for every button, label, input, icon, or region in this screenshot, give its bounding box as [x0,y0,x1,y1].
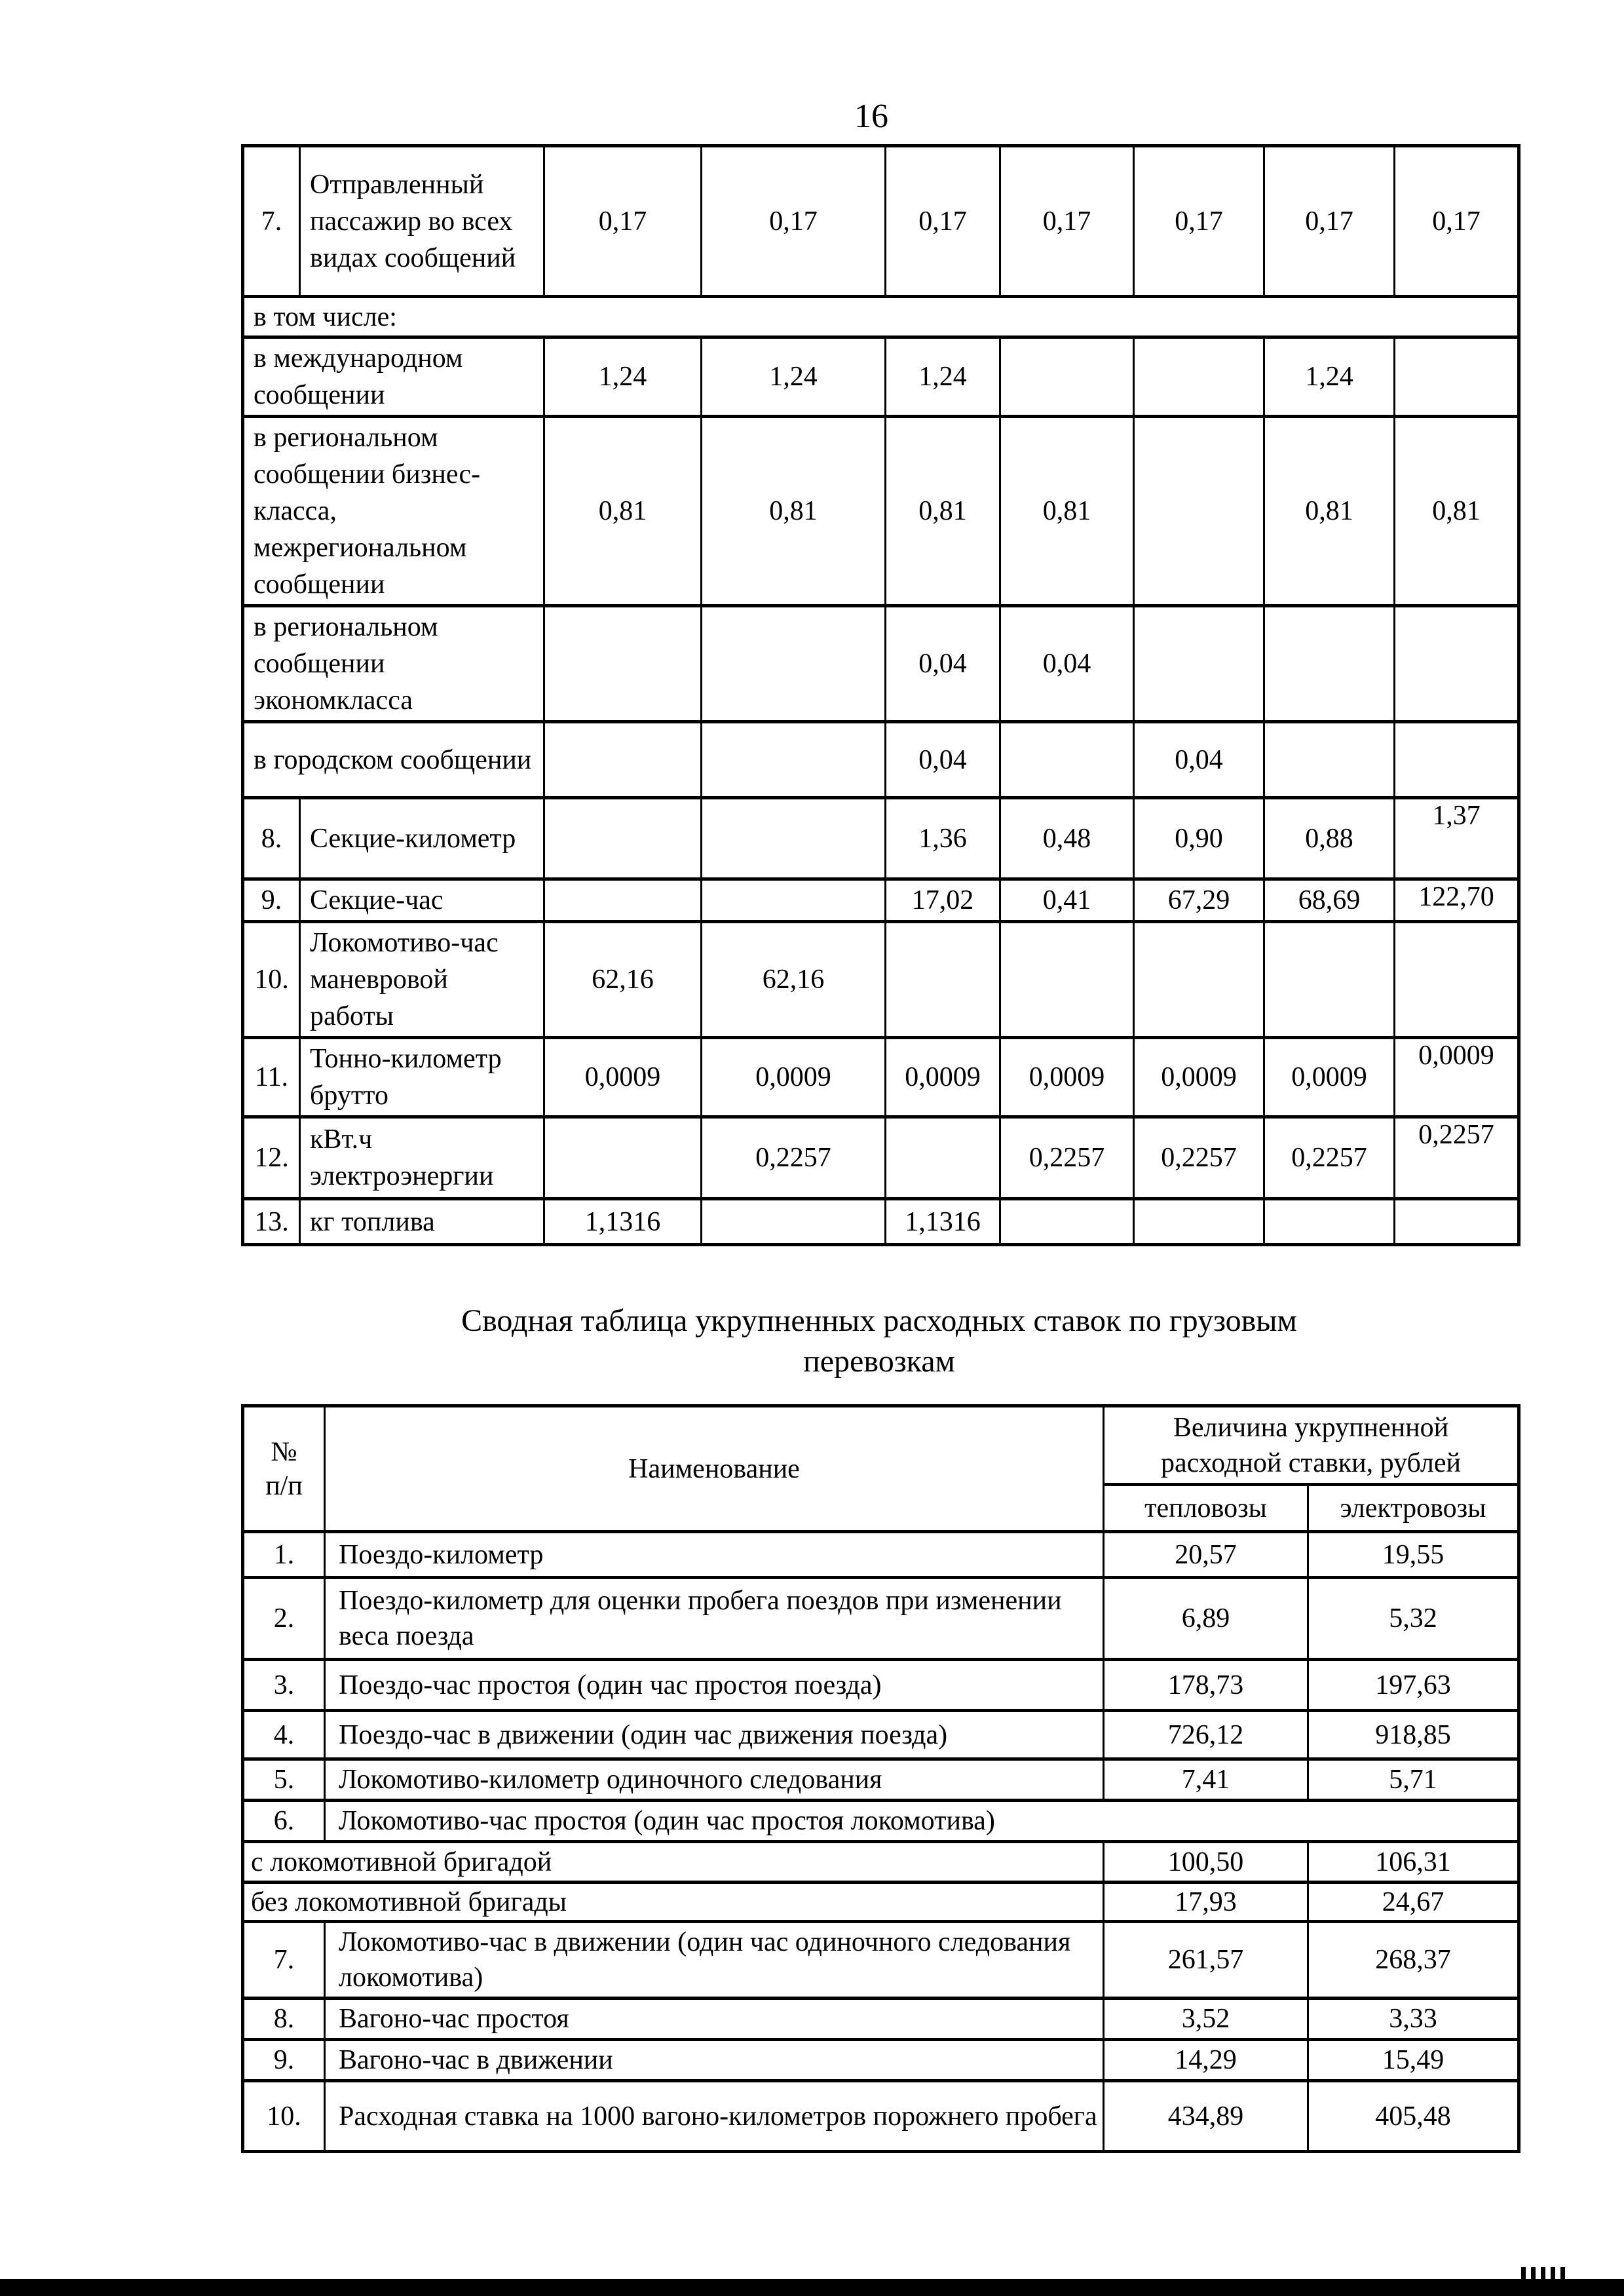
table-row [243,1532,1519,1578]
col-header-value-group: Величина укрупненной расходной ставки, рублей [1104,1406,1519,1485]
value-cell [886,922,1000,1038]
table-row [243,1711,1519,1759]
electric-value-cell: 24,67 [1308,1883,1519,1922]
col-header-num: № п/п [243,1406,325,1532]
table-row [243,1922,1519,1999]
value-cell [1134,606,1264,722]
table-row [243,722,1519,798]
value-cell [544,1117,702,1199]
value-cell [1000,722,1134,798]
row-number-cell: 11. [243,1038,300,1117]
table-row [243,2081,1519,2152]
value-cell: 0,2257 [1264,1117,1395,1199]
row-number-cell: 9. [243,2040,325,2081]
scan-artifact-bottom-bar [0,2279,1624,2296]
diesel-value-cell: 178,73 [1104,1660,1308,1711]
value-cell [544,606,702,722]
item-name-cell: без локомотивной бригады [243,1883,1104,1922]
value-cell [1395,1199,1519,1245]
value-cell: 0,41 [1000,879,1134,922]
value-cell: 0,0009 [544,1038,702,1117]
value-cell: 1,24 [544,337,702,417]
electric-value-cell: 15,49 [1308,2040,1519,2081]
value-cell: 1,24 [886,337,1000,417]
group-label-cell: в том числе: [243,297,1519,337]
item-name-cell: Локомотиво-километр одиночного следования [325,1759,1104,1801]
item-name-cell: Секцие-километр [300,798,544,879]
diesel-value-cell: 3,52 [1104,1999,1308,2040]
value-cell [1264,606,1395,722]
value-cell: 0,90 [1134,798,1264,879]
value-cell: 0,81 [886,417,1000,606]
table-row [243,1578,1519,1660]
electric-value-cell: 405,48 [1308,2081,1519,2152]
item-name-cell: в международном сообщении [243,337,544,417]
electric-value-cell: 3,33 [1308,1999,1519,2040]
value-cell: 68,69 [1264,879,1395,922]
value-cell: 122,70 [1395,879,1519,922]
value-cell: 0,04 [1134,722,1264,798]
value-cell [1134,922,1264,1038]
value-cell: 0,04 [886,722,1000,798]
item-name-cell: Поездо-час простоя (один час простоя поезда) [325,1660,1104,1711]
row-number-cell: 6. [243,1801,325,1842]
item-name-cell: Расходная ставка на 1000 вагоно-километров порожнего пробега [325,2081,1104,2152]
value-cell [702,722,886,798]
row-number-cell: 2. [243,1578,325,1660]
row-number-cell: 9. [243,879,300,922]
table-row [243,1117,1519,1199]
col-header-diesel: тепловозы [1104,1485,1308,1532]
item-name-cell: кВт.ч электроэнергии [300,1117,544,1199]
table-row [243,1842,1519,1883]
item-name-cell: в городском сообщении [243,722,544,798]
table-row [243,606,1519,722]
row-number-cell: 5. [243,1759,325,1801]
diesel-value-cell: 6,89 [1104,1578,1308,1660]
value-cell [702,1199,886,1245]
page-number: 16 [854,98,888,135]
table-row [243,1199,1519,1245]
item-name-cell: Вагоно-час в движении [325,2040,1104,2081]
row-number-cell: 8. [243,798,300,879]
electric-value-cell: 5,32 [1308,1578,1519,1660]
value-cell: 0,2257 [702,1117,886,1199]
table-row [243,1801,1519,1842]
item-name-cell: Поездо-час в движении (один час движения поезда) [325,1711,1104,1759]
value-cell: 0,04 [1000,606,1134,722]
item-name-cell: Отправленный пассажир во всех видах сообщений [300,146,544,297]
value-cell: 0,2257 [1134,1117,1264,1199]
value-cell: 1,1316 [886,1199,1000,1245]
value-cell: 0,81 [702,417,886,606]
electric-value-cell: 19,55 [1308,1532,1519,1578]
row-number-cell: 10. [243,922,300,1038]
table-row [243,297,1519,337]
value-cell: 0,17 [1264,146,1395,297]
value-cell [702,798,886,879]
value-cell: 67,29 [1134,879,1264,922]
value-cell: 62,16 [544,922,702,1038]
diesel-value-cell: 17,93 [1104,1883,1308,1922]
value-cell [1134,417,1264,606]
diesel-value-cell: 434,89 [1104,2081,1308,2152]
col-header-name: Наименование [325,1406,1104,1532]
item-name-cell: Локомотиво-час маневровой работы [300,922,544,1038]
table-row [243,922,1519,1038]
item-name-cell: в региональном сообщении экономкласса [243,606,544,722]
table-row [243,1660,1519,1711]
diesel-value-cell: 100,50 [1104,1842,1308,1883]
item-name-cell: кг топлива [300,1199,544,1245]
row-number-cell: 4. [243,1711,325,1759]
row-number-cell: 12. [243,1117,300,1199]
item-name-cell: Секцие-час [300,879,544,922]
value-cell [1134,337,1264,417]
value-cell [1000,922,1134,1038]
table-row [243,1883,1519,1922]
value-cell: 1,36 [886,798,1000,879]
row-number-cell: 10. [243,2081,325,2152]
table2-title: Сводная таблица укрупненных расходных ставок по грузовым перевозкам [461,1303,1297,1379]
value-cell: 0,0009 [1134,1038,1264,1117]
value-cell: 0,81 [1264,417,1395,606]
table-row [243,1759,1519,1801]
row-number-cell: 8. [243,1999,325,2040]
table-header-row [243,1406,1519,1485]
item-name-cell: в региональном сообщении бизнес-класса, межрегиональном сообщении [243,417,544,606]
electric-value-cell: 197,63 [1308,1660,1519,1711]
table-row [243,146,1519,297]
value-cell: 0,81 [1000,417,1134,606]
value-cell: 0,17 [1134,146,1264,297]
row-number-cell: 3. [243,1660,325,1711]
freight-rates-summary-table [241,1404,1520,2153]
value-cell [544,798,702,879]
value-cell: 0,17 [1395,146,1519,297]
diesel-value-cell: 261,57 [1104,1922,1308,1999]
table-row [243,417,1519,606]
table-row [243,879,1519,922]
table-row [243,1999,1519,2040]
table-row [243,337,1519,417]
item-name-cell: с локомотивной бригадой [243,1842,1104,1883]
table-row [243,798,1519,879]
value-cell [1134,1199,1264,1245]
value-cell: 0,0009 [886,1038,1000,1117]
row-number-cell: 13. [243,1199,300,1245]
value-cell [1000,1199,1134,1245]
value-cell: 0,81 [1395,417,1519,606]
value-cell: 0,0009 [1395,1038,1519,1117]
scan-artifact-ticks [1521,2267,1567,2280]
electric-value-cell: 106,31 [1308,1842,1519,1883]
value-cell [544,879,702,922]
value-cell: 0,0009 [702,1038,886,1117]
table-row [243,1038,1519,1117]
value-cell: 1,1316 [544,1199,702,1245]
value-cell [1264,922,1395,1038]
value-cell [1264,722,1395,798]
item-name-cell: Вагоно-час простоя [325,1999,1104,2040]
value-cell: 0,2257 [1000,1117,1134,1199]
table-row [243,2040,1519,2081]
value-cell: 62,16 [702,922,886,1038]
item-name-cell: Поездо-километр [325,1532,1104,1578]
electric-value-cell: 268,37 [1308,1922,1519,1999]
value-cell: 0,88 [1264,798,1395,879]
value-cell [544,722,702,798]
row-number-cell: 7. [243,1922,325,1999]
value-cell [1000,337,1134,417]
value-cell [1395,606,1519,722]
value-cell: 0,04 [886,606,1000,722]
value-cell: 1,24 [702,337,886,417]
electric-value-cell: 918,85 [1308,1711,1519,1759]
value-cell [702,606,886,722]
row-number-cell: 1. [243,1532,325,1578]
value-cell [1264,1199,1395,1245]
value-cell: 0,0009 [1264,1038,1395,1117]
value-cell: 0,17 [1000,146,1134,297]
row-number-cell: 7. [243,146,300,297]
item-name-cell: Локомотиво-час в движении (один час одиночного следования локомотива) [325,1922,1104,1999]
value-cell: 0,2257 [1395,1117,1519,1199]
value-cell: 1,37 [1395,798,1519,879]
value-cell: 0,17 [702,146,886,297]
value-cell: 0,0009 [1000,1038,1134,1117]
value-cell: 0,81 [544,417,702,606]
value-cell: 0,17 [886,146,1000,297]
value-cell [1395,722,1519,798]
diesel-value-cell: 14,29 [1104,2040,1308,2081]
diesel-value-cell: 726,12 [1104,1711,1308,1759]
value-cell: 17,02 [886,879,1000,922]
value-cell: 0,48 [1000,798,1134,879]
diesel-value-cell: 20,57 [1104,1532,1308,1578]
value-cell [702,879,886,922]
item-name-cell: Локомотиво-час простоя (один час простоя локомотива) [325,1801,1519,1842]
value-cell [886,1117,1000,1199]
col-header-electric: электровозы [1308,1485,1519,1532]
diesel-value-cell: 7,41 [1104,1759,1308,1801]
item-name-cell: Тонно-километр брутто [300,1038,544,1117]
electric-value-cell: 5,71 [1308,1759,1519,1801]
value-cell: 1,24 [1264,337,1395,417]
value-cell [1395,922,1519,1038]
item-name-cell: Поездо-километр для оценки пробега поездов при изменении веса поезда [325,1578,1104,1660]
value-cell: 0,17 [544,146,702,297]
passenger-rates-table [241,144,1520,1246]
value-cell [1395,337,1519,417]
